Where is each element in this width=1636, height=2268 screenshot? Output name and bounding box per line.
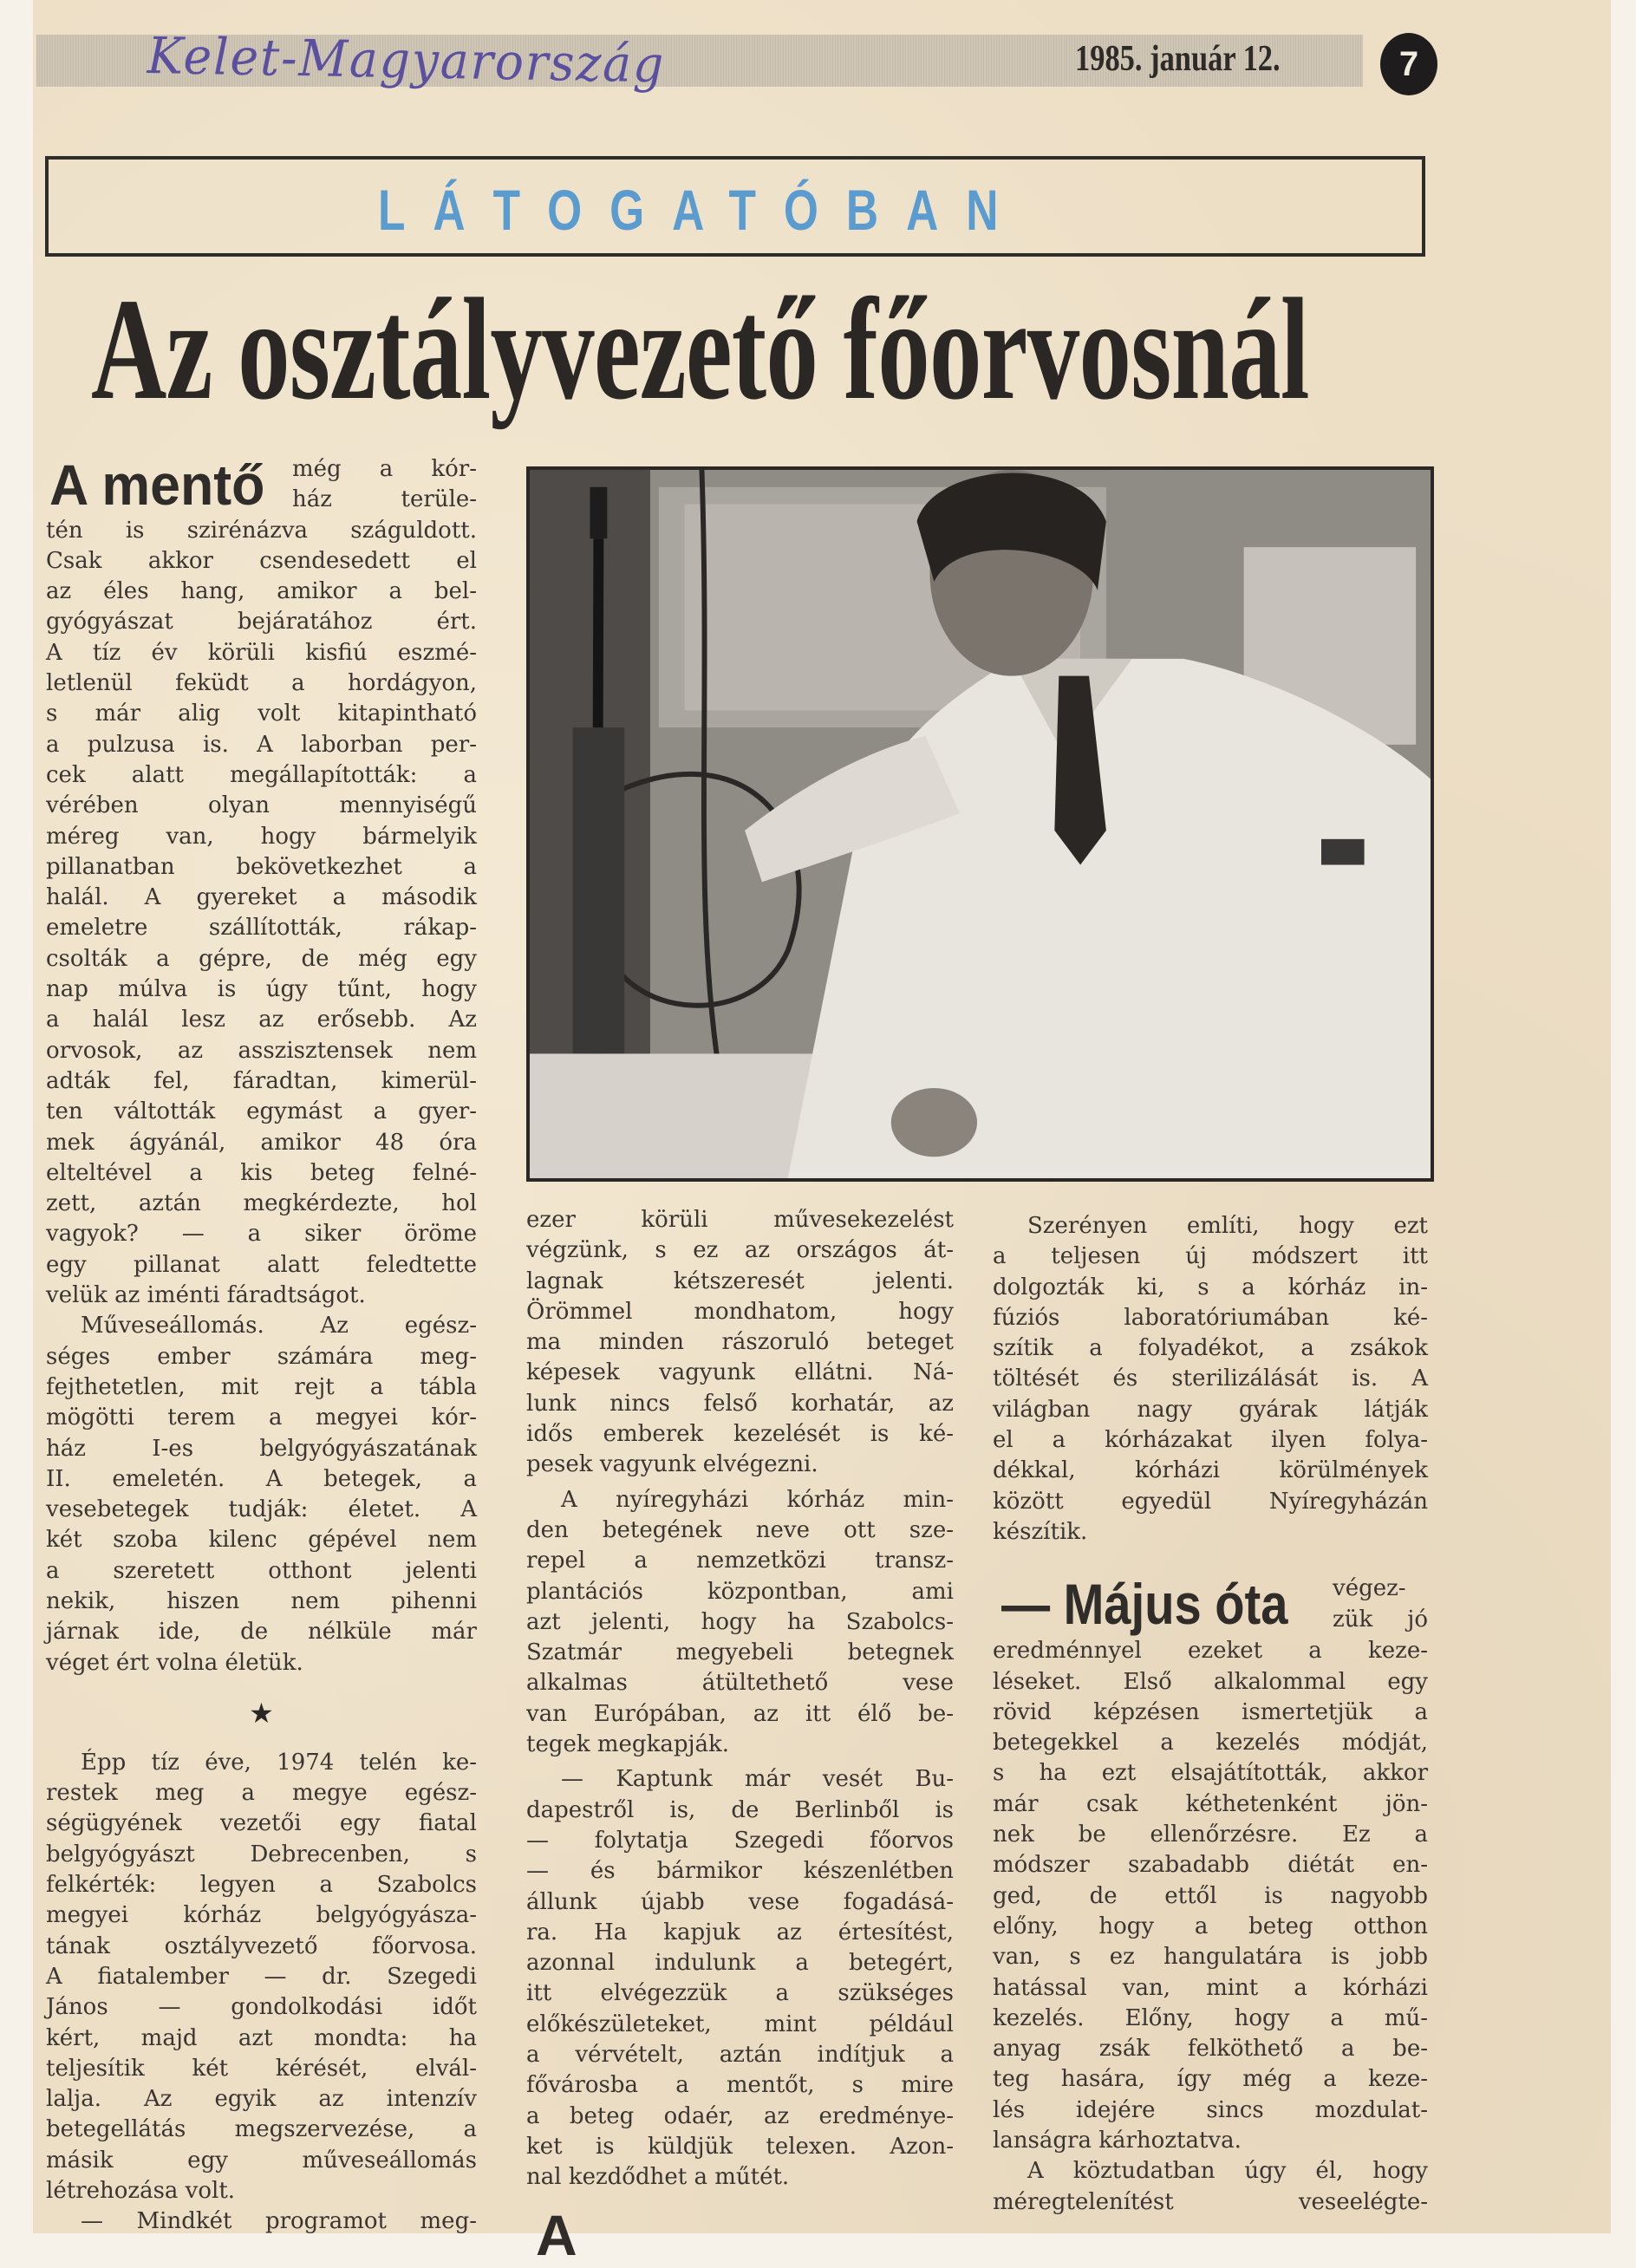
paragraph	[526, 1485, 954, 1761]
text-line: betegekkel a kezelés módját,	[993, 1730, 1428, 1756]
text-line: ten váltották egymást a gyer-	[46, 1098, 477, 1125]
text-line: elteltével a kis beteg felné-	[46, 1159, 477, 1186]
text-line: a halál lesz az erősebb. Az	[46, 1007, 477, 1033]
text-line: léseket. Első alkalommal egy	[993, 1668, 1428, 1695]
text-line: a pulzusa is. A laborban per-	[46, 731, 477, 758]
text-line: között egyedül Nyíregyházán	[993, 1488, 1428, 1515]
text-line: s ha ezt elsajátították, akkor	[993, 1760, 1428, 1787]
text-line: módszer szabadabb diétát en-	[993, 1852, 1428, 1879]
text-line: járnak ide, de nélküle már	[46, 1619, 477, 1646]
section-label: LÁTOGATÓBAN	[378, 178, 1027, 242]
section-label-box	[45, 156, 1425, 257]
text-line: teg hasára, így még a keze-	[993, 2066, 1428, 2093]
text-line: rövid képzésen ismertetjük a	[993, 1698, 1428, 1725]
subhead-words: — Május óta	[1001, 1572, 1288, 1637]
text-line: — Mindkét programot meg-	[81, 2208, 477, 2235]
text-line: Épp tíz éve, 1974 telén ke-	[81, 1749, 477, 1776]
text-line: anyag zsák felköthető a be-	[993, 2036, 1428, 2063]
right-paragraphs-after	[993, 1636, 1428, 2218]
text-line: ház terüle-	[292, 486, 477, 513]
text-line: Műveseállomás. Az egész-	[81, 1313, 477, 1339]
text-line: képesek vagyunk ellátni. Ná-	[526, 1359, 954, 1386]
text-line: azonnal indulunk a betegért,	[526, 1950, 954, 1977]
text-line: János — gondolkodási időt	[46, 1994, 477, 2021]
text-line: A fiatalember — dr. Szegedi	[46, 1963, 477, 1990]
text-line: tának osztályvezető főorvosa.	[46, 1932, 477, 1959]
paragraph	[526, 1764, 954, 2193]
text-line: alkalmas átültethető vese	[526, 1670, 954, 1697]
text-line: előny, hogy a beteg otthon	[993, 1913, 1428, 1939]
text-line: felkérték: legyen a Szabolcs	[46, 1872, 477, 1899]
text-line: már csak kéthetenként jön-	[993, 1790, 1428, 1817]
text-line: — és bármikor készenlétben	[526, 1858, 954, 1885]
paragraph	[526, 1205, 954, 1481]
text-line: fejthetetlen, mit rejt a tábla	[46, 1373, 477, 1400]
text-line: előkészületeket, mint például	[526, 2011, 954, 2037]
text-line: — folytatja Szegedi főorvos	[526, 1827, 954, 1854]
text-line: séges ember számára meg-	[46, 1343, 477, 1370]
text-line: dékkal, kórházi körülmények	[993, 1457, 1428, 1484]
text-line: azt jelenti, hogy ha Szabolcs-	[526, 1608, 954, 1635]
text-line: letlenül feküdt a hordágyon,	[46, 670, 477, 697]
text-line: Örömmel mondhatom, hogy	[526, 1298, 954, 1325]
text-line: plantációs központban, ami	[526, 1578, 954, 1605]
text-line: ma minden rászoruló beteget	[526, 1329, 954, 1356]
lead-in	[46, 454, 477, 516]
paragraph	[46, 516, 477, 1312]
text-line: két szoba kilenc gépével nem	[46, 1527, 477, 1554]
text-line: emeletre szállították, rákap-	[46, 915, 477, 942]
text-line: állunk újabb vese fogadásá-	[526, 1888, 954, 1915]
text-line: megyei kórház belgyógyásza-	[46, 1902, 477, 1929]
middle-column	[526, 1205, 954, 2193]
text-line: ket is küldjük telexen. Azon-	[526, 2133, 954, 2160]
text-line: pesek vagyunk elvégezni.	[526, 1451, 818, 1478]
text-line: nap múlva is úgy tűnt, hogy	[46, 976, 477, 1003]
text-line: ház I-es belgyógyászatának	[46, 1435, 477, 1462]
text-line: létrehozása volt.	[46, 2178, 236, 2205]
headline: Az osztályvezető főorvosnál	[91, 269, 1309, 430]
next-lead-in-partial: A	[536, 2203, 577, 2267]
text-line: A tíz év körüli kisfiú eszmé-	[46, 639, 477, 666]
text-line: zett, aztán megkérdezte, hol	[46, 1190, 477, 1217]
text-line: hatással van, mint a kórházi	[993, 1974, 1428, 2001]
text-line: a vérvételt, aztán indítjuk a	[526, 2042, 954, 2069]
text-line: Csak akkor csendesedett el	[46, 547, 477, 574]
text-line: csolták a gépre, de még egy	[46, 945, 477, 972]
page-number-badge: 7	[1380, 33, 1437, 95]
text-line: gyógyászat bejáratához ért.	[46, 609, 477, 635]
text-line: lés idejére sincs mozdulat-	[993, 2096, 1428, 2123]
text-line: Szatmár megyebeli betegnek	[526, 1639, 954, 1666]
text-line: orvosok, az asszisztensek nem	[46, 1037, 477, 1064]
text-line: fővárosba a mentőt, s mire	[526, 2072, 954, 2099]
text-line: lagnak kétszeresét jelenti.	[526, 1268, 954, 1294]
text-line: van Európában, az itt élő be-	[526, 1700, 954, 1727]
subhead-side-text	[1333, 1574, 1428, 1636]
text-line: tegek megkapják.	[526, 1731, 730, 1758]
left-paragraphs	[46, 516, 477, 1678]
text-line: tén is szirénázva száguldott.	[46, 517, 477, 544]
text-line: az éles hang, amikor a bel-	[46, 578, 477, 605]
text-line: ra. Ha kapjuk az értesítést,	[526, 1919, 954, 1945]
text-line: a szeretett otthont jelenti	[46, 1557, 477, 1584]
text-line: el a kórházakat ilyen folya-	[993, 1427, 1428, 1454]
text-line: adták fel, fáradtan, kimerül-	[46, 1067, 477, 1094]
text-line: egy pillanat alatt feledtette	[46, 1251, 477, 1278]
lead-in-words: A mentő	[49, 453, 265, 517]
text-line: véget ért volna életük.	[46, 1649, 303, 1676]
text-line: vérében olyan mennyiségű	[46, 792, 477, 819]
text-line: kért, majd azt mondta: ha	[46, 2024, 477, 2051]
left-paragraphs-after	[46, 1748, 477, 2238]
paragraph	[993, 1636, 1428, 2156]
text-line: nal kezdődhet a műtét.	[526, 2164, 790, 2191]
right-column	[993, 1211, 1428, 2218]
text-line: itt elvégezzük a szükséges	[526, 1980, 954, 2007]
text-line: II. emeletén. A betegek, a	[46, 1465, 477, 1492]
text-line: s már alig volt kitapintható	[46, 701, 477, 727]
text-line: kezelés. Előny, hogy a mű-	[993, 2004, 1428, 2031]
text-line: még a kór-	[292, 456, 477, 482]
text-line: ged, de ettől is nagyobb	[993, 1882, 1428, 1909]
text-line: nek be ellenőrzésre. Ez a	[993, 1822, 1428, 1848]
text-line: den betegének neve ott sze-	[526, 1516, 954, 1543]
text-line: mek ágyánál, amikor 48 óra	[46, 1129, 477, 1156]
text-line: idős emberek kezelését is ké-	[526, 1421, 954, 1448]
text-line: — Kaptunk már vesét Bu-	[561, 1766, 954, 1793]
text-line: végez-	[1333, 1575, 1406, 1602]
text-line: a beteg odaér, az eredménye-	[526, 2102, 954, 2129]
text-line: restek meg a megye egész-	[46, 1780, 477, 1807]
text-line: vagyok? — a siker öröme	[46, 1221, 477, 1248]
left-column	[46, 454, 477, 2238]
subhead-lead-in	[993, 1574, 1428, 1636]
text-line: ezer körüli művesekezelést	[526, 1207, 954, 1233]
text-line: a teljesen új módszert itt	[993, 1243, 1428, 1270]
text-line: készítik.	[993, 1518, 1088, 1545]
text-line: lalja. Az egyik az intenzív	[46, 2086, 477, 2113]
section-separator-star: ★	[249, 1696, 274, 1730]
text-line: teljesítik két kérését, elvál-	[46, 2055, 477, 2082]
text-line: A köztudatban úgy él, hogy	[1027, 2158, 1428, 2185]
text-line: A nyíregyházi kórház min-	[561, 1486, 954, 1513]
text-line: világban nagy gyárak látják	[993, 1396, 1428, 1423]
text-line: lanságra kárhoztatva.	[993, 2128, 1242, 2154]
paragraph	[46, 2206, 477, 2237]
text-line: ségügyének vezetői egy fiatal	[46, 1810, 477, 1837]
text-line: eredménnyel ezeket a keze-	[993, 1638, 1428, 1665]
text-line: töltését és sterilizálását is. A	[993, 1365, 1428, 1392]
text-line: zük jó	[1333, 1606, 1428, 1633]
text-line: méreg van, hogy bármelyik	[46, 823, 477, 850]
lead-in-side-text	[292, 454, 477, 516]
article-photo	[526, 466, 1434, 1182]
paragraph	[993, 2156, 1428, 2218]
paragraph	[46, 1311, 477, 1678]
text-line: vesebetegek tudják: életet. A	[46, 1496, 477, 1523]
text-line: lunk nincs felső korhatár, az	[526, 1390, 954, 1417]
text-line: pillanatban bekövetkezhet a	[46, 853, 477, 880]
text-line: Szerényen említi, hogy ezt	[1027, 1213, 1428, 1239]
issue-date: 1985. január 12.	[1075, 39, 1281, 79]
text-line: szítik a folyadékot, a zsákok	[993, 1335, 1428, 1362]
paragraph	[993, 1211, 1428, 1548]
middle-paragraphs	[526, 1205, 954, 2193]
text-line: betegellátás megszervezése, a	[46, 2116, 477, 2143]
text-line: cek alatt megállapították: a	[46, 761, 477, 788]
handwritten-source-note: Kelet-Magyarország	[147, 26, 666, 94]
text-line: másik egy műveseállomás	[46, 2147, 477, 2174]
text-line: fúziós laboratóriumában ké-	[993, 1304, 1428, 1331]
text-line: mögötti terem a megyei kór-	[46, 1404, 477, 1431]
text-line: végzünk, s ez az országos át-	[526, 1237, 954, 1264]
text-line: dapestről is, de Berlinből is	[526, 1796, 954, 1823]
text-line: belgyógyászt Debrecenben, s	[46, 1841, 477, 1867]
text-line: repel a nemzetközi transz-	[526, 1548, 954, 1574]
text-line: nekik, hiszen nem pihenni	[46, 1587, 477, 1614]
text-line: halál. A gyereket a második	[46, 884, 477, 911]
text-line: velük az iménti fáradtságot.	[46, 1282, 366, 1309]
photo-doctor-in-lab-image	[530, 470, 1431, 1178]
text-line: dolgozták ki, s a kórház in-	[993, 1274, 1428, 1300]
paragraph	[46, 1748, 477, 2206]
text-line: méregtelenítést veseelégte-	[993, 2188, 1428, 2215]
right-paragraphs	[993, 1211, 1428, 1548]
text-line: van, s ez hangulatára is jobb	[993, 1944, 1428, 1971]
